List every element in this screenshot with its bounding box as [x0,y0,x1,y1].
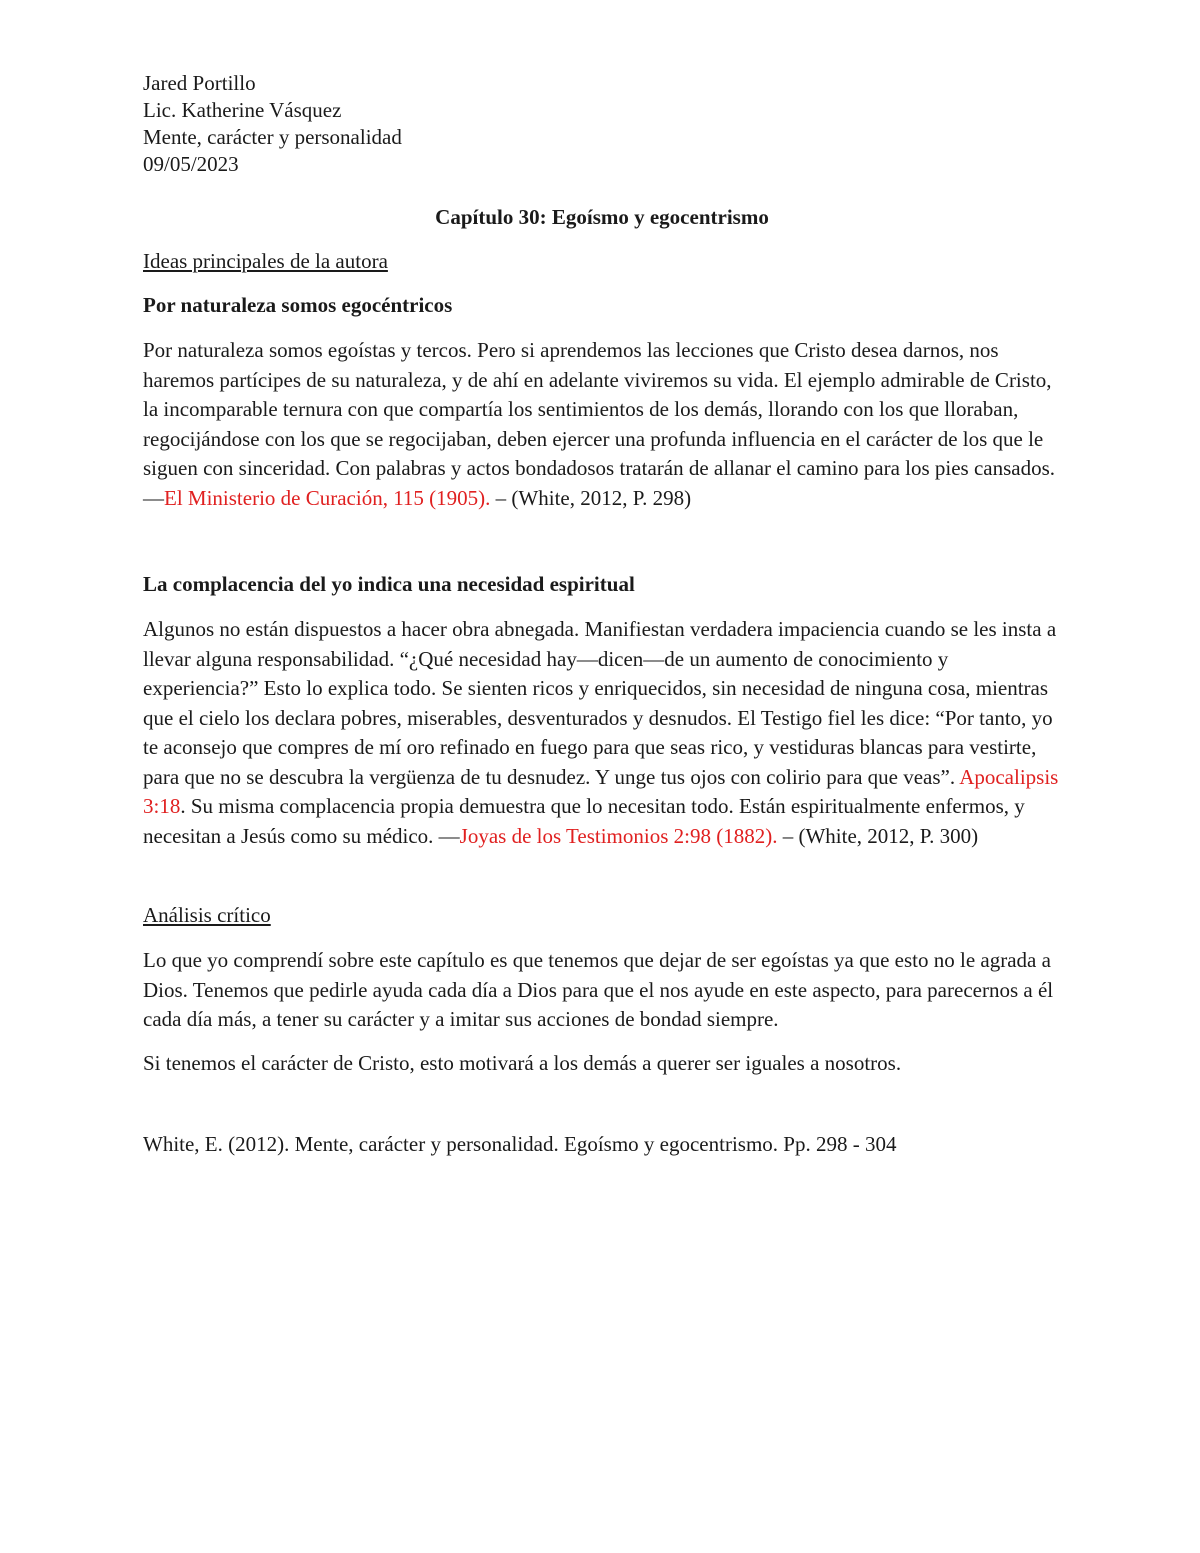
course-name: Mente, carácter y personalidad [143,125,402,149]
spacer [143,513,1061,571]
section1-paragraph [143,336,1061,513]
section1-ref: – (White, 2012, P. 298) [490,485,692,510]
section1-citation: El Ministerio de Curación, 115 (1905). [164,485,491,510]
section2-heading: La complacencia del yo indica una necesidad espiritual [143,572,635,596]
section2-text-a: Algunos no están dispuestos a hacer obra abnegada. Manifiestan verdadera impaciencia cuando se les insta a llevar alguna responsabilidad. “¿Qué necesidad hay—dicen—de un aumento de conocimiento y experiencia?” Esto lo explica todo. Se sienten ricos y enriquecidos, sin necesidad de ninguna cosa, mientras que el cielo los declara pobres, miserables, desventurados y desnudos. El Testigo fiel les dice: “Por tanto, yo te aconsejo que compres de mí oro refinado en fuego para que seas rico, y vestiduras blancas para vestirte, para que no se descubra la vergüenza de tu desnudez. Y unge tus ojos con colirio para que veas”. [143,617,1057,789]
section1-heading: Por naturaleza somos egocéntricos [143,293,453,317]
document-content [143,70,1061,1160]
spacer [143,1078,1061,1130]
analysis-paragraph-2: Si tenemos el carácter de Cristo, esto motivará a los demás a querer ser iguales a nosotros. [143,1050,902,1075]
document-title: Capítulo 30: Egoísmo y egocentrismo [435,205,769,229]
section2-text-b: . Su misma complacencia propia demuestra que lo necesitan todo. Están espiritualmente enfermos, y necesitan a Jesús como su médico. — [143,794,1025,848]
section2-paragraph [143,615,1061,851]
section2-ref: – (White, 2012, P. 300) [777,823,979,848]
reference-entry: White, E. (2012). Mente, carácter y personalidad. Egoísmo y egocentrismo. Pp. 298 - 304 [143,1132,897,1156]
spacer [143,851,1061,902]
author-name: Jared Portillo [143,71,256,95]
section2-citation-b: Joyas de los Testimonios 2:98 (1882). [459,823,778,848]
teacher-name: Lic. Katherine Vásquez [143,98,342,122]
spacer [143,1035,1061,1049]
section2-citation-a: Apocalipsis 3:18 [143,764,1059,818]
analysis-paragraph-1: Lo que yo comprendí sobre este capítulo es que tenemos que dejar de ser egoístas ya que esto no le agrada a Dios. Tenemos que pedirle ayuda cada día a Dios para que el nos ayude en este aspecto, para parecernos a él cada día más, a tener su carácter y a imitar sus acciones de bondad siempre. [143,948,1054,1031]
analysis-heading: Análisis crítico [143,903,271,927]
section1-text: Por naturaleza somos egoístas y tercos. Pero si aprendemos las lecciones que Cristo desea darnos, nos haremos partícipes de su naturaleza, y de ahí en adelante viviremos su vida. El ejemplo admirable de Cristo, la incomparable ternura con que compartía los sentimientos de los demás, llorando con los que lloraban, regocijándose con los que se regocijaban, deben ejercer una profunda influencia en el carácter de los que le siguen con sinceridad. Con palabras y actos bondadosos tratarán de allanar el camino para los pies cansados. — [143,338,1056,510]
ideas-heading: Ideas principales de la autora [143,249,388,273]
document-date: 09/05/2023 [143,152,239,176]
document-header [143,70,1061,178]
